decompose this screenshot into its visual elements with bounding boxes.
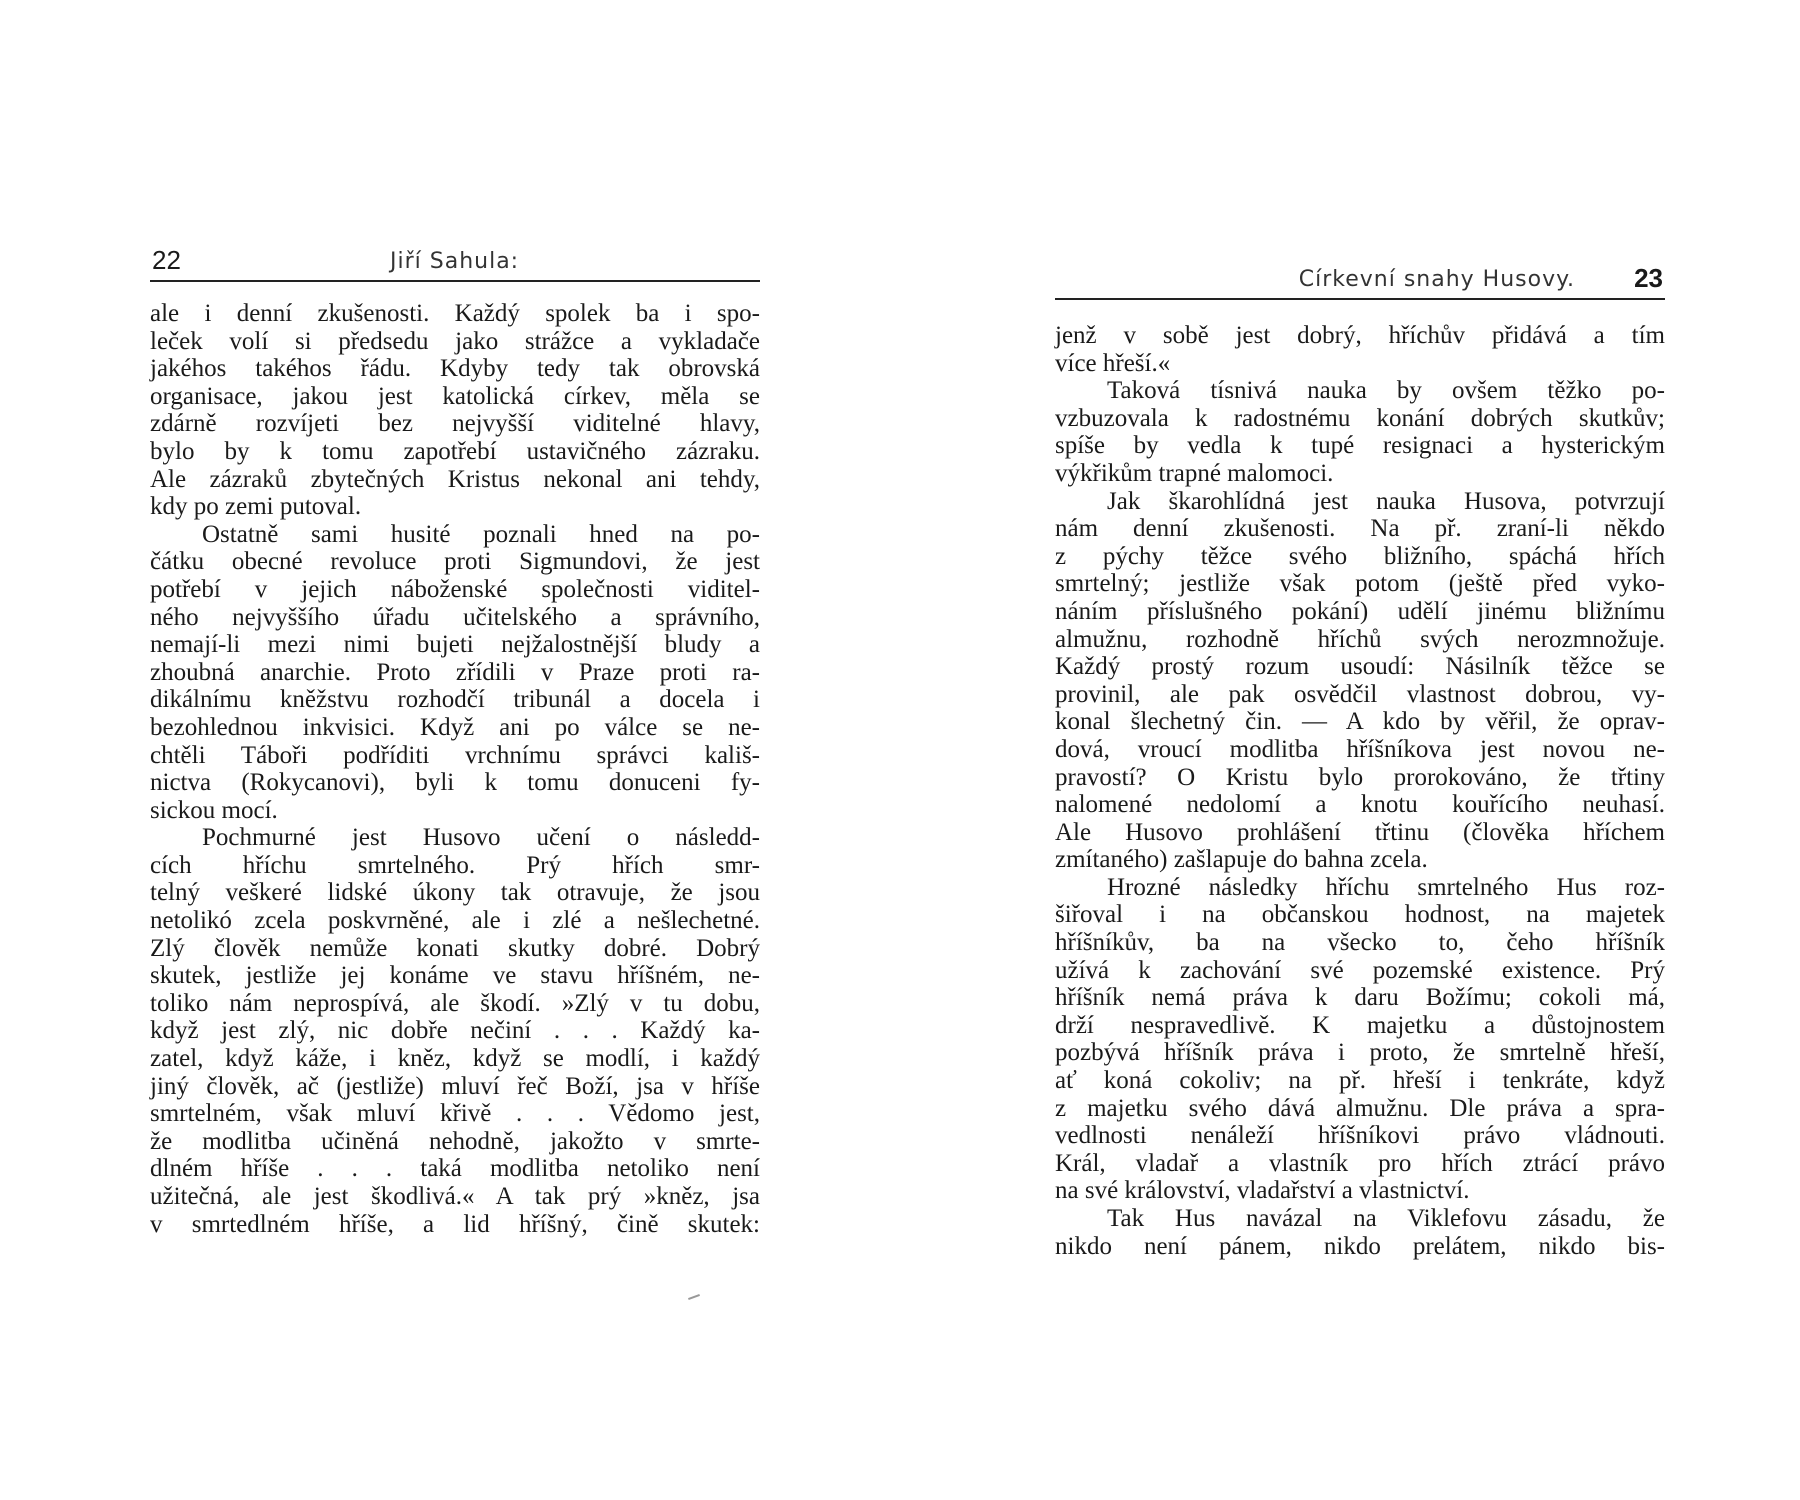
right-page-number: 23: [1634, 263, 1663, 293]
right-page-body: [1055, 322, 1665, 1260]
text-line: zatel, když káže, i kněz, když se modlí, i každý: [150, 1045, 760, 1073]
text-line: vzbuzovala k radostnému konání dobrých skutkův;: [1055, 404, 1665, 432]
text-line: výkřikům trapné malomoci.: [1055, 459, 1334, 487]
text-line: bezohlednou inkvisici. Když ani po válce se ne-: [150, 713, 760, 741]
text-line: užívá k zachování své pozemské existence. Prý: [1055, 956, 1665, 984]
text-line: Zlý člověk nemůže konati skutky dobré. Dobrý: [150, 934, 760, 962]
text-line: bylo by k tomu zapotřebí ustavičného zázraku.: [150, 437, 760, 465]
text-line: Jak škarohlídná jest nauka Husova, potvrzují: [1107, 487, 1665, 515]
text-line: nictva (Rokycanovi), byli k tomu donuceni fy-: [150, 769, 760, 797]
text-line: hříšníkův, ba na všecko to, čeho hříšník: [1055, 929, 1665, 957]
text-line: Každý prostý rozum usoudí: Násilník těžce se: [1055, 653, 1665, 681]
text-line: smrtelný; jestliže však potom (ještě před vyko-: [1055, 570, 1665, 598]
text-line: smrtelném, však mluví křivě . . . Vědomo jest,: [150, 1100, 760, 1128]
text-line: provinil, ale pak osvědčil vlastnost dobrou, vy-: [1055, 680, 1665, 708]
text-line: Hrozné následky hříchu smrtelného Hus roz-: [1107, 873, 1665, 901]
text-line: nalomené nedolomí a knotu kouřícího neuhasí.: [1055, 791, 1665, 819]
text-line: z pýchy těžce svého bližního, spáchá hřích: [1055, 542, 1665, 570]
right-page-header: [1055, 258, 1665, 300]
left-page: [150, 0, 760, 1500]
text-line: Ale Husovo prohlášení třtinu (člověka hříchem: [1055, 818, 1665, 846]
text-line: organisace, jakou jest katolická církev, měla se: [150, 382, 760, 410]
left-page-number: 22: [152, 245, 181, 275]
text-line: pozbývá hříšník práva i proto, že smrtelně hřeší,: [1055, 1039, 1665, 1067]
text-line: nikdo není pánem, nikdo prelátem, nikdo bis-: [1055, 1232, 1665, 1260]
text-line: leček volí si předsedu jako strážce a vykladače: [150, 327, 760, 355]
text-line: Ale zázraků zbytečných Kristus nekonal ani tehdy,: [150, 465, 760, 493]
text-line: ať koná cokoliv; na př. hřeší i tenkráte, když: [1055, 1067, 1665, 1095]
text-line: jiný člověk, ač (jestliže) mluví řeč Boží, jsa v hříše: [150, 1072, 760, 1100]
text-line: zmítaného) zašlapuje do bahna zcela.: [1055, 846, 1428, 874]
left-running-head: Jiří Sahula:: [390, 249, 520, 274]
left-page-body: [150, 300, 760, 1238]
text-line: z majetku svého dává almužnu. Dle práva a spra-: [1055, 1094, 1665, 1122]
text-line: čátku obecné revoluce proti Sigmundovi, že jest: [150, 548, 760, 576]
text-line: chtěli Táboři podříditi vrchnímu správci kališ-: [150, 741, 760, 769]
text-line: v smrtedlném hříše, a lid hříšný, čině skutek:: [150, 1210, 760, 1238]
text-line: sickou mocí.: [150, 796, 278, 824]
right-running-head: Církevní snahy Husovy.: [1298, 267, 1575, 292]
left-page-header: [150, 240, 760, 282]
text-line: zhoubná anarchie. Proto zřídili v Praze proti ra-: [150, 658, 760, 686]
text-line: šiřoval i na občanskou hodnost, na majetek: [1055, 901, 1665, 929]
text-line: více hřeší.«: [1055, 349, 1171, 377]
text-line: vedlnosti nenáleží hříšníkovi právo vládnouti.: [1055, 1122, 1665, 1150]
text-line: potřebí v jejich náboženské společnosti viditel-: [150, 575, 760, 603]
text-line: náním příslušného pokání) udělí jinému bližnímu: [1055, 597, 1665, 625]
text-line: dikálnímu kněžstvu rozhodčí tribunál a docela i: [150, 686, 760, 714]
text-line: Pochmurné jest Husovo učení o následd-: [202, 824, 760, 852]
text-line: Tak Hus navázal na Viklefovu zásadu, že: [1107, 1205, 1665, 1232]
text-line: jakéhos takéhos řádu. Kdyby tedy tak obrovská: [150, 355, 760, 383]
right-page: [1055, 0, 1665, 1500]
text-line: na své království, vladařství a vlastnictví.: [1055, 1177, 1470, 1205]
text-line: pravostí? O Kristu bylo prorokováno, že třtiny: [1055, 763, 1665, 791]
text-line: almužnu, rozhodně hříchů svých nerozmnožuje.: [1055, 625, 1665, 653]
text-line: Král, vladař a vlastník pro hřích ztrácí právo: [1055, 1149, 1665, 1177]
text-line: drží nespravedlivě. K majetku a důstojnostem: [1055, 1011, 1665, 1039]
text-line: toliko nám neprospívá, ale škodí. »Zlý v tu dobu,: [150, 989, 760, 1017]
text-line: ného nejvyššího úřadu učitelského a správního,: [150, 603, 760, 631]
text-line: když jest zlý, nic dobře nečiní . . . Každý ka-: [150, 1017, 760, 1045]
text-line: jenž v sobě jest dobrý, hříchův přidává a tím: [1055, 322, 1665, 349]
text-line: netolikó zcela poskvrněné, ale i zlé a nešlechetné.: [150, 907, 760, 935]
text-line: nám denní zkušenosti. Na př. zraní-li někdo: [1055, 515, 1665, 543]
text-line: cích hříchu smrtelného. Prý hřích smr-: [150, 851, 760, 879]
text-line: spíše by vedla k tupé resignaci a hysterickým: [1055, 432, 1665, 460]
text-line: zdárně rozvíjeti bez nejvyšší viditelné hlavy,: [150, 410, 760, 438]
text-line: ale i denní zkušenosti. Každý spolek ba i spo-: [150, 300, 760, 327]
text-line: skutek, jestliže jej konáme ve stavu hříšném, ne-: [150, 962, 760, 990]
text-line: nemají-li mezi nimi bujeti nejžalostnější bludy a: [150, 631, 760, 659]
text-line: dová, vroucí modlitba hříšníkova jest novou ne-: [1055, 735, 1665, 763]
text-line: telný veškeré lidské úkony tak otravuje, že jsou: [150, 879, 760, 907]
text-line: že modlitba učiněná nehodně, jakožto v smrte-: [150, 1127, 760, 1155]
text-line: kdy po zemi putoval.: [150, 493, 362, 521]
text-line: Taková tísnivá nauka by ovšem těžko po-: [1107, 377, 1665, 405]
text-line: užitečná, ale jest škodlivá.« A tak prý »kněz, jsa: [150, 1183, 760, 1210]
text-line: dlném hříše . . . taká modlitba netoliko není: [150, 1155, 760, 1183]
text-line: Ostatně sami husité poznali hned na po-: [202, 520, 760, 548]
text-line: konal šlechetný čin. — A kdo by věřil, že oprav-: [1055, 708, 1665, 736]
text-line: hříšník nemá práva k daru Božímu; cokoli má,: [1055, 984, 1665, 1012]
